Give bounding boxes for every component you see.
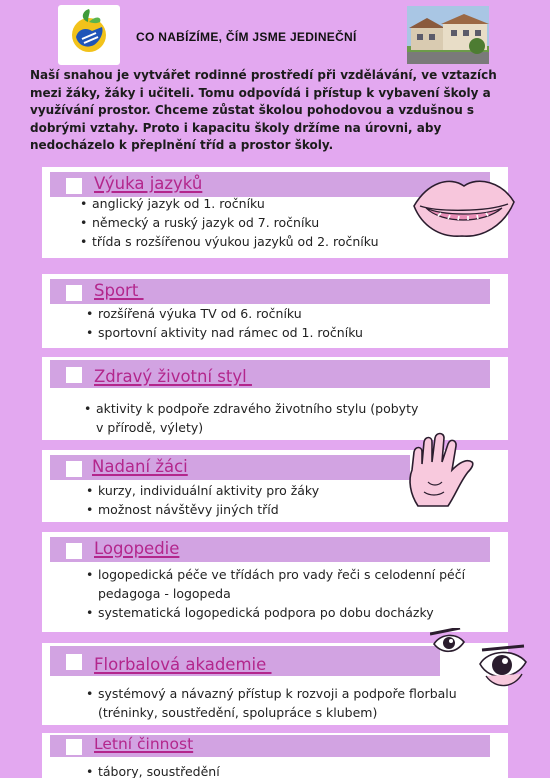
list-item: • sportovní aktivity nad rámec od 1. ročníku <box>86 323 363 342</box>
section-card-healthy-lifestyle <box>42 357 508 440</box>
section-card-sport <box>42 274 508 348</box>
section-title: Letní činnost <box>94 735 194 753</box>
section-card-speech-therapy <box>42 532 508 632</box>
checkbox-icon <box>66 178 82 194</box>
lips-illustration-icon <box>408 172 518 242</box>
list-item: • kurzy, individuální aktivity pro žáky <box>86 481 319 500</box>
list-item: • systémový a návazný přístup k rozvoji a podpoře florbalu (tréninky, soustředění, spolupráce s klubem) <box>86 684 496 722</box>
school-logo <box>58 5 120 65</box>
checkbox-icon <box>66 654 82 670</box>
list-item: • německý a ruský jazyk od 7. ročníku <box>80 213 379 232</box>
checkbox-icon <box>66 285 82 301</box>
section-title: Florbalová akademie <box>94 655 272 674</box>
list-item: • anglický jazyk od 1. ročníku <box>80 194 379 213</box>
checkbox-icon <box>66 543 82 559</box>
list-item: • tábory, soustředění <box>86 762 220 778</box>
section-title: Sport <box>94 281 144 300</box>
school-building-photo <box>407 6 489 64</box>
eyes-illustration-icon <box>430 628 530 698</box>
page-title: CO NABÍZÍME, ČÍM JSME JEDINEČNÍ <box>136 30 357 44</box>
checkbox-icon <box>66 367 82 383</box>
checkbox-icon <box>66 739 82 755</box>
section-title: Logopedie <box>94 539 180 558</box>
list-item: • aktivity k podpoře zdravého životního stylu (pobyty v přírodě, výlety) <box>84 399 424 437</box>
section-card-summer-activities <box>42 733 508 778</box>
list-item: • rozšířená výuka TV od 6. ročníku <box>86 304 363 323</box>
list-item: • systematická logopedická podpora po dobu docházky <box>86 603 498 622</box>
section-title: Zdravý životní styl <box>94 367 252 386</box>
list-item: • třída s rozšířenou výukou jazyků od 2. ročníku <box>80 232 379 251</box>
hand-illustration-icon <box>404 432 478 510</box>
list-item: • logopedická péče ve třídách pro vady řeči s celodenní péčí pedagoga - logopeda <box>86 565 498 603</box>
list-item: • možnost návštěvy jiných tříd <box>86 500 319 519</box>
intro-paragraph: Naší snahou je vytvářet rodinné prostředí při vzdělávání, ve vztazích mezi žáky, žáky i učiteli. Tomu odpovídá i přístup k vybavení školy a využívání prostor. Chceme zůstat školou pohodovou a vzdušnou s dobrými vztahy. Proto i kapacitu školy držíme na úrovni, aby nedocházelo k přeplnění tříd a prostor školy. <box>30 68 497 153</box>
section-title: Výuka jazyků <box>94 174 203 193</box>
checkbox-icon <box>66 461 82 477</box>
section-title: Nadaní žáci <box>92 457 188 476</box>
